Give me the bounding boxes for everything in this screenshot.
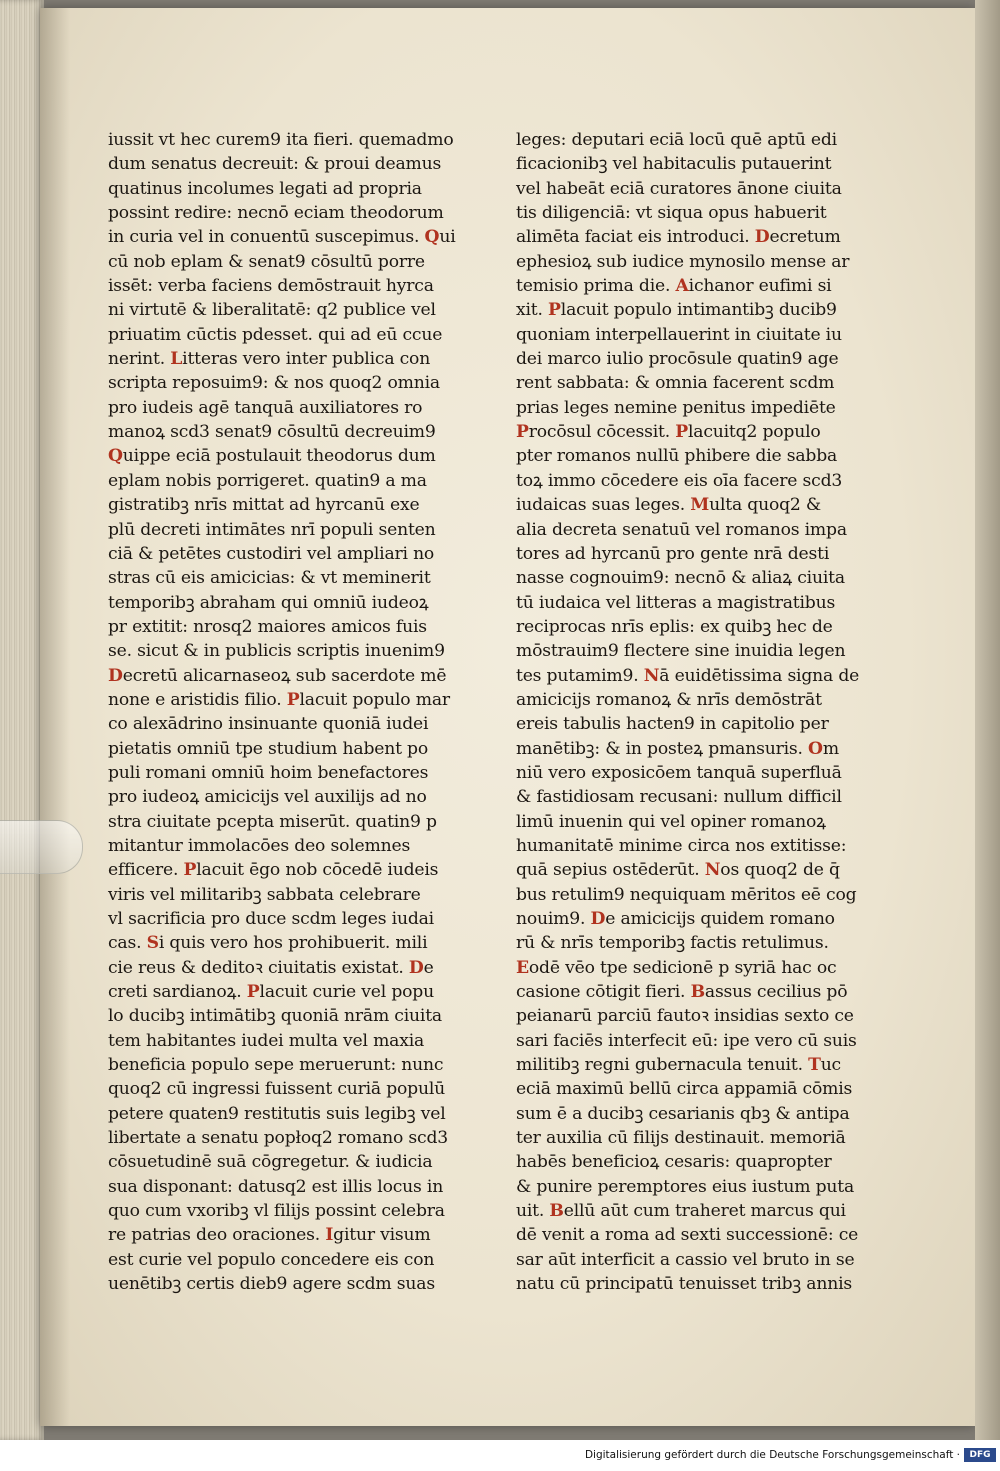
line-text: rū & nrīs temporibꝫ factis retulimus. [516,933,829,954]
line-text: vl sacrificia pro duce scdm leges iudai [108,909,434,929]
rubricated-initial: O [808,738,823,759]
text-line [516,1150,846,1174]
line-text: prias leges nemine penitus impediēte [516,397,836,418]
text-line [108,1272,438,1296]
line-text: tes putamim9. [516,665,644,686]
line-text: assus cecilius pō [704,982,848,1003]
line-text: nasse cognouim9: necnō & aliaꝝ ciuita [516,568,845,589]
line-text: sum ē a ducibꝫ cesarianis qbꝫ & antipa [516,1103,850,1124]
line-text: humanitatē minime circa nos extitisse: [516,835,847,856]
line-text: ter auxilia cū filijs destinauit. memoriā [516,1128,846,1149]
line-text: pr extitit: nrosq2 maiores amicos fuis [108,616,427,637]
text-line [516,469,846,493]
line-text: viris vel militaribꝫ sabbata celebrare [108,884,421,905]
text-line [108,1077,446,1101]
text-line [516,1272,852,1296]
text-line [108,785,438,809]
line-text: petere quaten9 restitutis suis legibꝫ vel [108,1103,446,1124]
text-line [516,712,846,736]
line-text: cas. [108,933,147,954]
text-line [516,834,846,858]
line-text: ulta quoq2 & [709,495,822,516]
text-line [516,883,857,907]
text-line [108,1053,444,1077]
line-text: mōstrauim9 flectere sine inuidia legen [516,641,846,662]
line-text: in curia vel in conuentū suscepimus. [108,227,425,248]
line-text: sua disponant: datusq2 est illis locus in [108,1176,444,1197]
line-text: e amicicijs quidem romano [605,909,835,929]
line-text: tū iudaica vel litteras a magistratibus [516,592,836,613]
text-line [516,664,860,688]
text-line [108,1248,438,1272]
text-line [108,493,438,517]
line-text: tem habitantes iudei multa vel maxia [108,1030,425,1051]
text-line [108,980,438,1004]
line-text: uenētibꝫ certis dieb9 agere scdm suas [108,1274,435,1295]
line-text: i quis vero hos prohibuerit. mili [158,933,428,954]
text-line [516,907,846,931]
line-text: os quoq2 de q̄ [720,860,840,881]
dfg-logo: DFG [964,1448,996,1462]
line-text: nerint. [108,349,171,370]
text-line [108,420,438,444]
line-text: ui [439,227,456,248]
text-line [108,1004,442,1028]
text-line [108,615,438,639]
text-line [516,761,846,785]
text-line [108,225,456,249]
footer-bar [0,1440,1000,1471]
line-text: ni virtutē & liberalitatē: q2 publice vel [108,300,436,321]
text-column-right [516,128,860,1297]
text-line [516,566,846,590]
text-line [516,1126,846,1150]
line-text: xit. [516,300,549,321]
line-text: alimēta faciat eis introduci. [516,227,755,248]
rubricated-initial: D [108,665,123,686]
rubricated-initial: P [286,689,300,710]
page-clip [0,820,83,874]
rubricated-initial: N [643,665,660,686]
line-text: habēs beneficioꝝ cesaris: quapropter [516,1152,832,1173]
line-text: sari faciēs interfecit eū: ipe vero cū suis [516,1030,857,1051]
line-text: eciā maximū bellū circa appamiā cōmis [516,1079,853,1100]
line-text: uippe eciā postulauit theodorus dum [122,446,436,467]
text-line [516,1199,846,1223]
line-text: rent sabbata: & omnia facerent scdm [516,373,835,394]
text-line [516,518,846,542]
line-text: ecretū alicarnaseoꝝ sub sacerdote mē [122,665,447,686]
line-text: leges: deputari eciā locū quē aptū edi [516,130,837,150]
line-text: pro iudeis agē tanquā auxiliatores ro [108,397,423,418]
line-text: efficere. [108,860,184,881]
text-line [516,1248,855,1272]
line-text: cōsuetudinē suā cōgregetur. & iudicia [108,1152,433,1173]
line-text: cū nob eplam & senat9 cōsultū porre [108,251,425,272]
text-line [516,371,846,395]
text-line [108,810,438,834]
text-line [108,250,438,274]
text-line [108,128,454,152]
text-line [108,1102,446,1126]
text-line [516,347,846,371]
line-text: pter romanos nullū phibere die sabba [516,446,838,467]
line-text: nouim9. [516,909,591,929]
line-text: iudaicas suas leges. [516,495,691,516]
line-text: plū decreti intimātes nrī populi senten [108,519,436,540]
text-line [516,177,846,201]
line-text: lacuitq2 populo [688,422,821,443]
text-line [516,737,846,761]
text-line [516,396,846,420]
rubricated-initial: I [325,1225,334,1246]
rubricated-initial: P [675,422,688,443]
text-line [516,420,846,444]
text-line [516,444,846,468]
line-text: issēt: verba faciens demōstrauit hyrca [108,276,434,297]
line-text: toꝝ immo cōcedere eis oīa facere scd3 [516,470,843,491]
line-text: peianarū parciū fautoꝛ insidias sexto ce [516,1006,854,1027]
text-column-left [108,128,456,1297]
line-text: rocōsul cōcessit. [528,422,676,443]
text-line [516,1053,846,1077]
text-line [516,688,846,712]
line-text: creti sardianoꝝ. [108,982,247,1003]
line-text: puli romani omniū hoim benefactores [108,762,429,783]
line-text: alia decreta senatuū vel romanos impa [516,519,847,540]
text-line [516,858,846,882]
text-line [108,201,444,225]
line-text: stra ciuitate pcepta miserūt. quatin9 p [108,811,437,832]
line-text: tis diligenciā: vt siqua opus habuerit [516,203,827,224]
text-line [108,1126,448,1150]
rubricated-initial: T [808,1055,821,1076]
text-line [108,469,438,493]
line-text: ā euidētissima signa de [659,665,860,686]
line-text: uit. [516,1201,550,1222]
line-text: ciā & petētes custodiri vel ampliari no [108,543,435,564]
book-page-edges [0,0,44,1440]
rubricated-initial: D [590,909,606,929]
rubricated-initial: E [516,957,529,978]
line-text: & fastidiosam recusani: nullum difficil [516,787,842,808]
text-line [516,250,850,274]
line-text: eplam nobis porrigeret. quatin9 a ma [108,470,427,491]
line-text: temporibꝫ abraham qui omniū iudeoꝝ [108,592,429,613]
line-text: pietatis omniū tpe studium habent po [108,738,429,759]
text-line [516,128,846,152]
line-text: quoniam interpellauerint in ciuitate iu [516,324,842,345]
line-text: gistratibꝫ nrīs mittat ad hyrcanū exe [108,495,420,516]
text-line [516,1175,855,1199]
text-line [108,177,438,201]
rubricated-initial: P [516,422,529,443]
line-text: ficacionibꝫ vel habitaculis putauerint [516,154,832,175]
line-text: lacuit populo mar [299,689,450,710]
text-line [108,298,438,322]
line-text: ereis tabulis hacten9 in capitolio per [516,714,829,735]
text-line [108,712,438,736]
text-line [516,615,846,639]
text-line [108,1175,444,1199]
text-line [516,810,846,834]
text-line [108,1223,438,1247]
text-line [108,688,450,712]
line-text: quoq2 cū ingressi fuissent curiā populū [108,1079,446,1100]
line-text: libertate a senatu popłoq2 romano scd3 [108,1128,448,1149]
text-line [108,761,438,785]
text-line [516,1077,853,1101]
text-line [516,201,846,225]
line-text: odē vēo tpe sedicionē p syriā hac oc [528,957,837,978]
line-text: manētibꝫ: & in posteꝝ pmansuris. [516,738,809,759]
rubricated-initial: B [690,982,705,1003]
line-text: uc [820,1055,841,1076]
line-text: pro iudeoꝝ amicicijs vel auxilijs ad no [108,787,427,808]
line-text: limū inuenin qui vel opiner romanoꝝ [516,811,826,832]
text-line [108,323,443,347]
rubricated-initial: A [675,276,689,297]
rubricated-initial: P [246,982,260,1003]
line-text: niū vero exposicōem tanquā superfluā [516,762,842,783]
text-line [516,323,846,347]
line-text: ecretum [769,227,841,248]
text-line [108,1150,438,1174]
line-text: lacuit curie vel popu [259,982,434,1003]
rubricated-initial: D [754,227,770,248]
line-text: temisio prima die. [516,276,676,297]
text-line [108,371,438,395]
line-text: co alexādrino insinuante quoniā iudei [108,714,429,735]
line-text: & punire peremptores eius iustum puta [516,1176,855,1197]
line-text: vel habeāt eciā curatores ānone ciuita [516,178,842,199]
text-line [516,225,846,249]
book-right-edge [975,0,1000,1440]
line-text: natu cū principatū tenuisset tribꝫ annis [516,1274,852,1295]
text-line [516,298,846,322]
line-text: mitantur immolacōes deo solemnes [108,835,411,856]
text-line [108,444,438,468]
line-text: none e aristidis filio. [108,689,287,710]
text-line [516,542,846,566]
line-text: amicicijs romanoꝝ & nrīs demōstrāt [516,689,822,710]
line-text: beneficia populo sepe meruerunt: nunc [108,1055,444,1076]
text-line [516,152,846,176]
line-text: sar aūt interficit a cassio vel bruto in se [516,1249,855,1270]
text-line [516,931,846,955]
line-text: dei marco iulio procōsule quatin9 age [516,349,839,370]
text-line [108,883,438,907]
text-line [108,907,438,931]
text-line [108,396,438,420]
line-text: quo cum vxoribꝫ vl filijs possint celebra [108,1201,445,1222]
text-line [108,542,438,566]
text-line [108,274,438,298]
line-text: cie reus & deditoꝛ ciuitatis existat. [108,957,409,978]
text-line [108,639,445,663]
line-text: gitur visum [333,1225,431,1246]
rubricated-initial: Q [108,446,123,467]
text-line [108,347,438,371]
text-line [516,493,846,517]
text-line [108,518,438,542]
text-line [108,956,438,980]
text-line [108,737,438,761]
text-line [516,980,846,1004]
text-line [108,566,438,590]
line-text: e [423,957,434,978]
text-line [108,1029,438,1053]
text-line [516,785,846,809]
text-line [108,834,438,858]
rubricated-initial: S [146,933,159,954]
line-text: lacuit populo intimantibꝫ ducib9 [560,300,837,321]
rubricated-initial: P [548,300,561,321]
rubricated-initial: Q [424,227,440,248]
line-text: itteras vero inter publica con [182,349,431,370]
line-text: quatinus incolumes legati ad propria [108,178,422,199]
line-text: casione cōtigit fieri. [516,982,691,1003]
line-text: dum senatus decreuit: & proui deamus [108,154,442,175]
line-text: reciprocas nrīs eplis: ex quibꝫ hec de [516,616,833,637]
rubricated-initial: N [704,860,721,881]
text-line [516,1223,859,1247]
text-line [108,591,438,615]
line-text: m [822,738,839,759]
rubricated-initial: L [170,349,183,370]
text-line [516,956,846,980]
line-text: quā sepius ostēderūt. [516,860,705,881]
text-line [516,274,846,298]
line-text: tores ad hyrcanū pro gente nrā desti [516,543,830,564]
line-text: manoꝝ scd3 senat9 cōsultū decreuim9 [108,422,436,443]
text-line [516,1102,850,1126]
line-text: iussit vt hec curem9 ita fieri. quemadmo [108,130,454,150]
text-line [108,664,447,688]
text-line [108,1199,445,1223]
text-line [108,931,438,955]
line-text: ephesioꝝ sub iudice mynosilo mense ar [516,251,850,272]
line-text: re patrias deo oraciones. [108,1225,326,1246]
text-line [516,1029,857,1053]
line-text: dē venit a roma ad sexti successionē: ce [516,1225,859,1246]
line-text: est curie vel populo concedere eis con [108,1249,435,1270]
line-text: lacuit ēgo nob cōcedē iudeis [196,860,439,881]
line-text: bus retulim9 nequiquam mēritos eē cog [516,884,857,905]
text-line [516,1004,854,1028]
line-text: ellū aūt cum traheret marcus qui [563,1201,846,1222]
line-text: stras cū eis amicicias: & vt meminerit [108,568,431,589]
line-text: militibꝫ regni gubernacula tenuit. [516,1055,809,1076]
text-line [108,152,442,176]
line-text: se. sicut & in publicis scriptis inuenim9 [108,641,445,662]
rubricated-initial: B [549,1201,564,1222]
text-line [516,639,846,663]
rubricated-initial: D [408,957,424,978]
rubricated-initial: P [183,860,197,881]
line-text: priuatim cūctis pdesset. qui ad eū ccue [108,324,443,345]
text-line [516,591,846,615]
line-text: lo ducibꝫ intimātibꝫ quoniā nrām ciuita [108,1006,442,1027]
line-text: scripta reposuim9: & nos quoq2 omnia [108,373,440,394]
text-line [108,858,438,882]
rubricated-initial: M [690,495,710,516]
footer-credit: Digitalisierung gefördert durch die Deutsche Forschungsgemeinschaft · [584,1449,960,1461]
line-text: ichanor eufimi si [688,276,832,297]
line-text: possint redire: necnō eciam theodorum [108,203,444,224]
